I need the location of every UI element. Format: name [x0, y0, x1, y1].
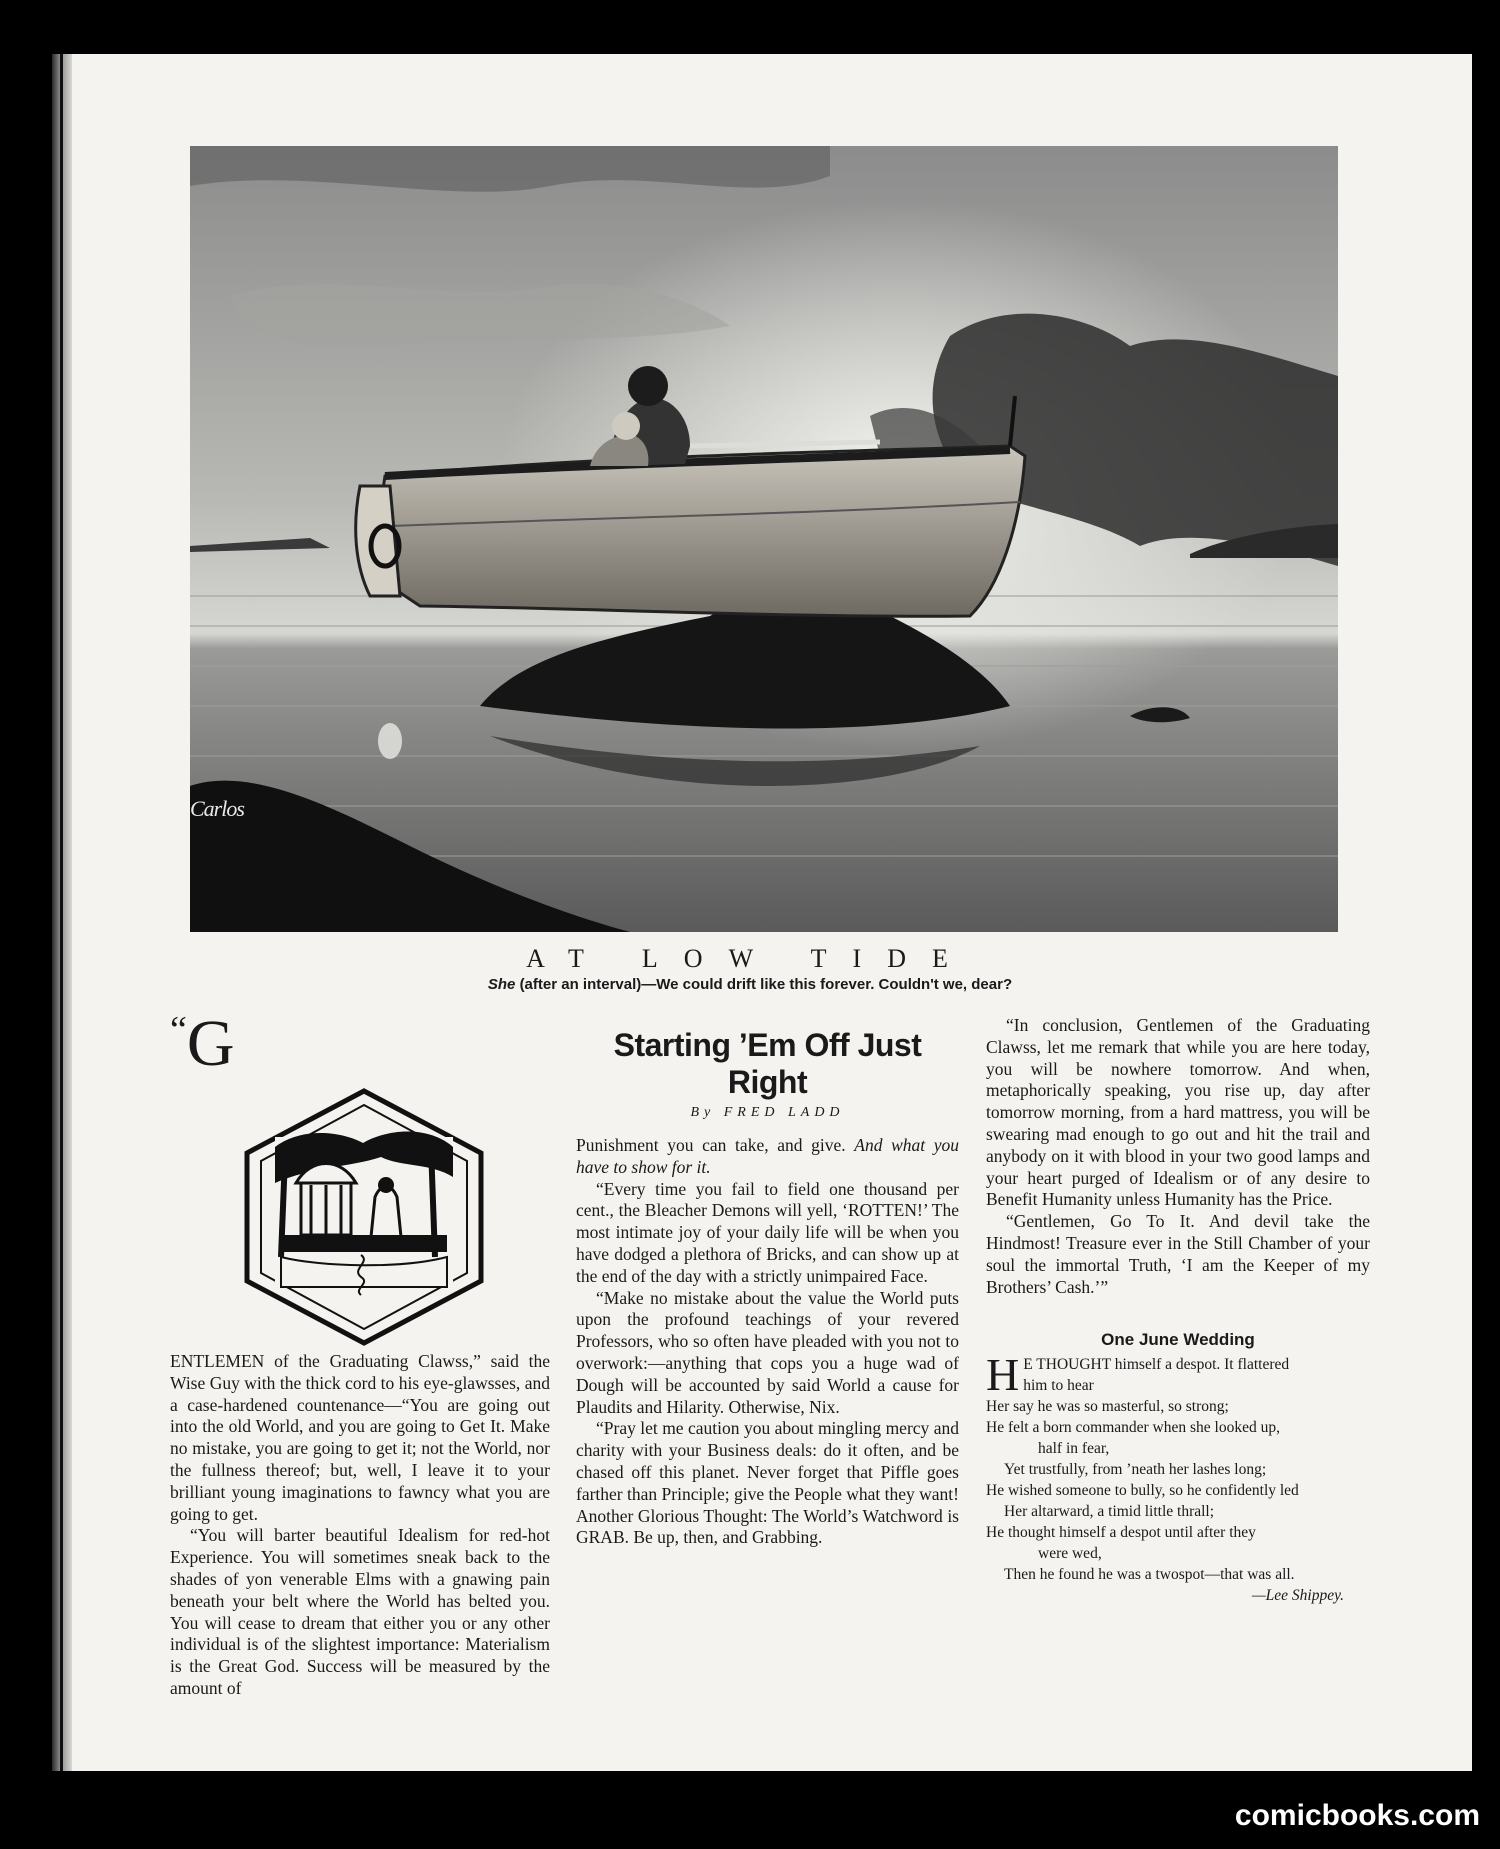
paragraph: “Gentlemen, Go To It. And devil take the Hindmost! Treasure ever in the Still Chamber of your soul the immortal Truth, ‘I am the Keeper of my Brothers’ Cash.’”	[986, 1211, 1370, 1297]
poem-line: He thought himself a despot until after they	[986, 1524, 1256, 1542]
opening-quote: “	[170, 1009, 187, 1051]
right-column	[986, 1015, 1370, 1606]
poem-line: half in fear,	[1038, 1440, 1110, 1458]
artist-signature: Carlos	[190, 796, 244, 821]
poem	[986, 1349, 1370, 1606]
caption-speaker: She	[487, 976, 516, 993]
paragraph: “Every time you fail to field one thousand per cent., the Bleacher Demons will yell, ‘ROTTEN!’ The most intimate joy of your daily life will be when you have dodged a plethora of Bricks, and can show up at the end of the day with a strictly unimpaired Face.	[576, 1178, 959, 1286]
cartoon-caption-title: AT LOW TIDE	[526, 944, 974, 973]
caption-dialogue: (after an interval)—We could drift like this forever. Couldn't we, dear?	[519, 976, 1013, 993]
paragraph: “You will barter beautiful Idealism for red-hot Experience. You will sometimes sneak back to the shades of yon venerable Elms with a gnawing pain beneath your belt where the World has belted you. You will cease to dream that either you or any other individual is of the slightest importance: Materialism is the Great God. Success will be measured by the amount of	[170, 1525, 550, 1698]
drop-cap-letter: G	[186, 1007, 235, 1080]
poem-line: He wished someone to bully, so he confidently led	[986, 1482, 1299, 1500]
intro-text: ENTLEMEN of the Graduating Clawss,” said the Wise Guy with the thick cord to his eye-glawsses, and a case-hardened countenance—“You are going out into the old World, and you are going to Get It. Make no mistake, you are going to get it; not the World, nor the fullness thereof; but, well, I leave it to your brilliant young imaginations to fawncy what you are going to get.	[170, 1351, 550, 1524]
poem-line: E THOUGHT himself a despot. It flattered	[1023, 1356, 1290, 1374]
poem-author: —Lee Shippey.	[1251, 1587, 1344, 1605]
poem-line: Then he found he was a twospot—that was all.	[1004, 1566, 1295, 1584]
article-title: Starting ’Em Off Just Right	[613, 1027, 922, 1100]
gutter-line	[60, 54, 63, 1771]
poem-line: Her say he was so masterful, so strong;	[986, 1398, 1229, 1416]
poem-line: were wed,	[1038, 1545, 1102, 1563]
poem-title: One June Wedding	[1101, 1330, 1255, 1350]
hexagon-vignette	[241, 1087, 487, 1347]
poem-line: Her altarward, a timid little thrall;	[1004, 1503, 1215, 1521]
paragraph: “Pray let me caution you about mingling mercy and charity with your Business deals: do it often, and be chased off this planet. Never forget that Piffle goes farther than Principle; give the People what they want! Another Glorious Thought: The World’s Watchword is GRAB. Be up, then, and Grabbing.	[576, 1418, 959, 1548]
site-watermark: comicbooks.com	[1234, 1799, 1480, 1832]
poem-line: Yet trustfully, from ’neath her lashes long;	[1004, 1461, 1267, 1479]
poem-line: him to hear	[1023, 1377, 1094, 1395]
article-byline: By FRED LADD	[690, 1105, 845, 1120]
left-column	[170, 1007, 550, 1700]
poem-drop-cap: H	[986, 1349, 1020, 1401]
paragraph-italic: And what you have to show for it.	[576, 1135, 959, 1177]
paragraph: “In conclusion, Gentlemen of the Graduating Clawss, let me remark that while you are here today, you will be nowhere tomorrow. And when, metaphorically speaking, you rise up, day after tomorrow morning, from a hard mattress, you will be swearing mad enough to go out and hit the trail and anybody on it with blood in your two good lamps and your heart purged of Idealism or of any desire to Benefit Humanity unless Humanity has the Price.	[986, 1015, 1370, 1210]
paragraph	[576, 1135, 959, 1179]
cartoon-caption-line	[0, 976, 1500, 993]
intro-paragraph	[170, 1007, 550, 1525]
boat-illustration	[190, 146, 1338, 932]
paragraph-text: Punishment you can take, and give.	[576, 1135, 855, 1155]
poem-line: He felt a born commander when she looked up,	[986, 1419, 1280, 1437]
paragraph: “Make no mistake about the value the World puts upon the profound teachings of your revered Professors, who so often have pleaded with you not to overwork:—anything that cops you a huge wad of Dough will be accounted by said World a cause for Plaudits and Hilarity. Otherwise, Nix.	[576, 1287, 959, 1417]
middle-column	[576, 1015, 959, 1549]
